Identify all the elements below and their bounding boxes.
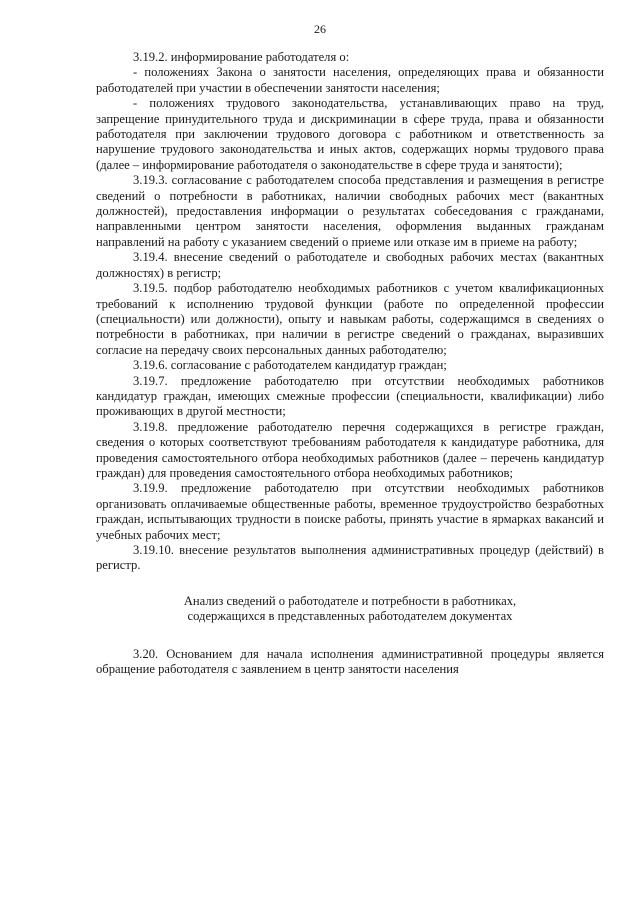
paragraph-3-20: 3.20. Основанием для начала исполнения административной процедуры является обращение работодателя с заявлением в центр занятости населения (96, 646, 604, 677)
section-heading-line-2: содержащихся в представленных работодателем документах (187, 609, 513, 624)
paragraph-3-19-3: 3.19.3. согласование с работодателем способа представления и размещения в регистре сведений о потребности в работниках, наличии свободных рабочих мест (вакантных должностей), предоставления информации о результатах собеседования с гражданами, направленными центром занятости населения, оформления выданных гражданам направлений на работу с указанием сведений о приеме или отказе им в приеме на работу; (96, 173, 604, 249)
paragraph-3-19-8: 3.19.8. предложение работодателю перечня содержащихся в регистре граждан, сведения о которых соответствуют требованиям работодателя к кандидатуре работника, для проведения самостоятельного отбора необходимых работников (далее – перечень кандидатур граждан) для проведения самостоятельного отбора необходимых работников; (96, 419, 604, 480)
paragraph-3-19-4: 3.19.4. внесение сведений о работодателе и свободных рабочих местах (вакантных должностях) в регистр; (96, 250, 604, 280)
section-heading-line-1: Анализ сведений о работодателе и потребности в работниках, (183, 593, 517, 608)
paragraph-labor-law: - положениях трудового законодательства, устанавливающих право на труд, запрещение принудительного труда и дискриминации в сфере труда, права и обязанности работодателя при заключении трудового договора с работником и ответственность за нарушение трудового законодательства и иных актов, содержащих нормы трудового права (далее – информирование работодателя о законодательстве в сфере труда и занятости); (96, 96, 604, 172)
document-body (96, 50, 604, 677)
paragraph-employment-law: - положениях Закона о занятости населения, определяющих права и обязанности работодателей при участии в обеспечении занятости населения; (96, 65, 604, 95)
paragraph-3-19-6: 3.19.6. согласование с работодателем кандидатур граждан; (133, 358, 447, 373)
paragraph-3-19-2: 3.19.2. информирование работодателя о: (133, 50, 350, 64)
section-heading (96, 594, 604, 625)
paragraph-3-19-9: 3.19.9. предложение работодателю при отсутствии необходимых работников организовать оплачиваемые общественные работы, временное трудоустройство безработных граждан, испытывающих трудности в поиске работы, принять участие в ярмарках вакансий и учебных рабочих мест; (96, 481, 604, 542)
paragraph-3-19-7: 3.19.7. предложение работодателю при отсутствии необходимых работников кандидатур граждан, имеющих смежные профессии (специальности, квалификации) либо проживающих в другой местности; (96, 373, 604, 419)
paragraph-3-19-10: 3.19.10. внесение результатов выполнения административных процедур (действий) в регистр. (96, 543, 604, 573)
paragraph-3-19-5: 3.19.5. подбор работодателю необходимых работников с учетом квалификационных требований к исполнению трудовой функции (работе по определенной профессии (специальности) или должности), опыту и навыкам работы, содержащимся в сведениях о потребности в работниках, при наличии в регистре сведений о гражданах, выразивших согласие на передачу своих персональных данных работодателю; (96, 281, 604, 357)
page-number: 26 (314, 22, 326, 36)
